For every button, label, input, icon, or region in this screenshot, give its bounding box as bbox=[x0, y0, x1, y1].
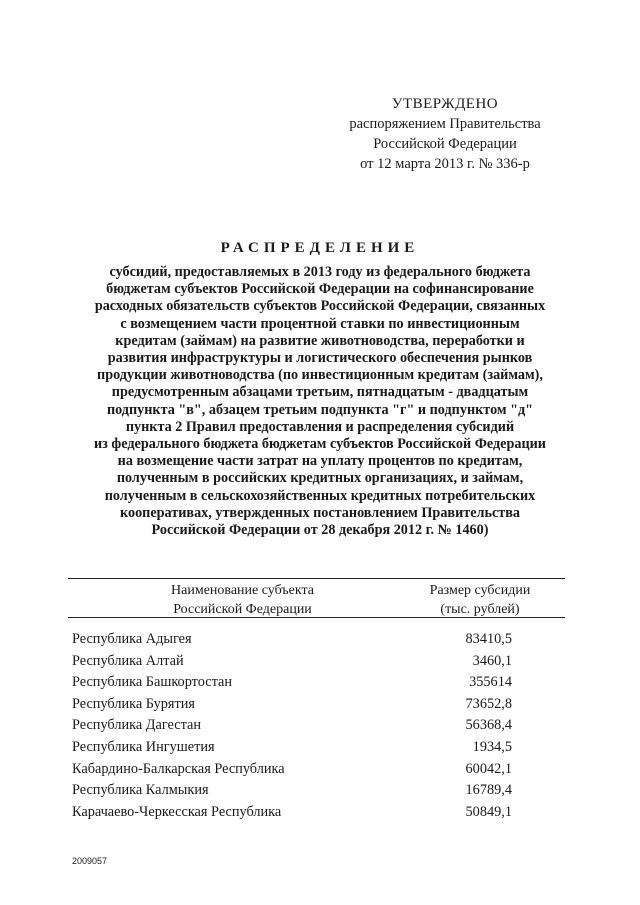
table-row bbox=[72, 759, 512, 781]
table-top-rule bbox=[68, 578, 565, 579]
subsidy-amount: 56368,4 bbox=[465, 717, 512, 734]
column-header-subject bbox=[120, 581, 365, 619]
subject-name: Республика Бурятия bbox=[72, 695, 195, 712]
subsidy-amount: 16789,4 bbox=[465, 782, 512, 799]
subtitle-line: субсидий, предоставляемых в 2013 году из федерального бюджета bbox=[109, 264, 531, 280]
approval-line: от 12 марта 2013 г. № 336-р bbox=[360, 156, 530, 172]
subject-name: Республика Алтай bbox=[72, 652, 184, 669]
table-row bbox=[72, 802, 512, 824]
subject-name: Республика Ингушетия bbox=[72, 738, 215, 755]
subsidy-amount: 1934,5 bbox=[472, 738, 512, 755]
subtitle-line: продукции животноводства (по инвестиционным кредитам (займам), bbox=[97, 367, 543, 384]
subtitle-line: полученным в российских кредитных организациях, и займам, bbox=[116, 470, 524, 487]
column-header-line: Размер субсидии bbox=[429, 583, 531, 598]
subtitle-line: подпункта "в", абзацем третьим подпункта "г" и подпунктом "д" bbox=[106, 401, 534, 418]
document-title: РАСПРЕДЕЛЕНИЕ bbox=[220, 240, 420, 256]
table-row bbox=[72, 715, 512, 737]
subtitle-line: из федерального бюджета бюджетам субъектов Российской Федерации bbox=[94, 436, 546, 453]
subtitle-line: развития инфраструктуры и логистического обеспечения рынков bbox=[107, 350, 533, 367]
subsidy-amount: 3460,1 bbox=[472, 652, 512, 669]
subsidy-amount: 355614 bbox=[469, 674, 512, 691]
approval-line: Российской Федерации bbox=[373, 136, 517, 152]
subject-name: Республика Дагестан bbox=[72, 717, 202, 734]
table-row bbox=[72, 651, 512, 673]
subject-name: Республика Калмыкия bbox=[72, 782, 209, 799]
subtitle-line: кредитам (займам) на развитие животноводства, переработки и bbox=[115, 332, 525, 349]
subtitle-line: полученным в сельскохозяйственных кредитных потребительских bbox=[104, 487, 536, 504]
table-body bbox=[72, 629, 512, 823]
document-code: 2009057 bbox=[72, 856, 108, 866]
column-header-amount bbox=[395, 581, 565, 619]
table-row bbox=[72, 694, 512, 716]
subtitle-line: пункта 2 Правил предоставления и распределения субсидий bbox=[125, 418, 515, 435]
subject-name: Кабардино-Балкарская Республика bbox=[72, 760, 285, 777]
subtitle-line: бюджетам субъектов Российской Федерации на софинансирование bbox=[106, 281, 534, 298]
subject-name: Карачаево-Черкесская Республика bbox=[72, 803, 282, 820]
subsidy-amount: 60042,1 bbox=[465, 760, 512, 777]
subtitle-line: кооперативах, утвержденных постановлением Правительства bbox=[120, 504, 520, 521]
subtitle-line: на возмещение части затрат на уплату процентов по кредитам, bbox=[117, 453, 523, 470]
column-header-line: (тыс. рублей) bbox=[440, 602, 520, 617]
approval-heading: УТВЕРЖДЕНО bbox=[391, 96, 499, 112]
document-subtitle bbox=[55, 264, 585, 539]
subsidy-amount: 50849,1 bbox=[465, 803, 512, 820]
table-row bbox=[72, 737, 512, 759]
subtitle-line: расходных обязательств субъектов Российской Федерации, связанных bbox=[94, 298, 546, 315]
approval-block bbox=[330, 94, 560, 174]
table-row bbox=[72, 672, 512, 694]
subsidy-amount: 83410,5 bbox=[465, 631, 512, 647]
subtitle-line: предусмотренным абзацами третьим, пятнадцатым - двадцатым bbox=[111, 384, 529, 401]
table-header-rule bbox=[68, 617, 565, 618]
table-row bbox=[72, 780, 512, 802]
subtitle-line: Российской Федерации от 28 декабря 2012 г. № 1460) bbox=[151, 522, 489, 539]
table-row bbox=[72, 629, 512, 651]
subsidy-amount: 73652,8 bbox=[465, 695, 512, 712]
column-header-line: Российской Федерации bbox=[173, 602, 312, 617]
subject-name: Республика Башкортостан bbox=[72, 674, 232, 691]
column-header-line: Наименование субъекта bbox=[171, 583, 314, 598]
subtitle-line: с возмещением части процентной ставки по инвестиционным bbox=[120, 315, 520, 332]
approval-line: распоряжением Правительства bbox=[349, 116, 541, 132]
subject-name: Республика Адыгея bbox=[72, 631, 192, 647]
